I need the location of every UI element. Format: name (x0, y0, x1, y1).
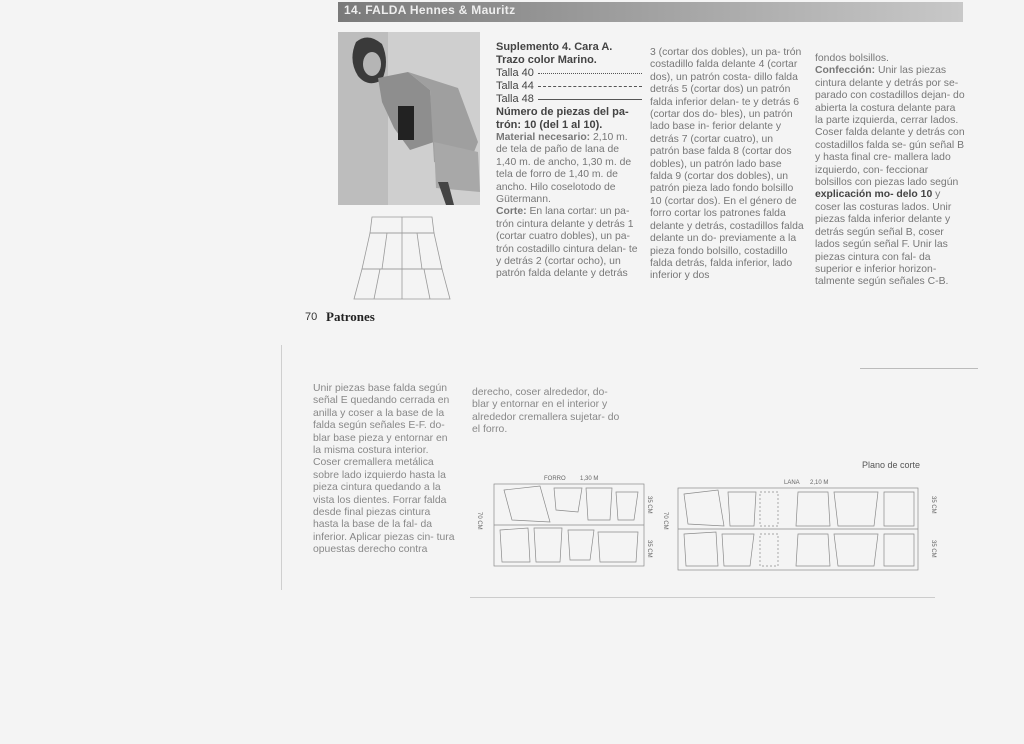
explicacion-modelo: explicación mo- delo 10 (815, 189, 933, 201)
trazo-line: Trazo color Marino. (496, 54, 597, 66)
cutting-plan-diagram (478, 470, 938, 578)
talla-44-row (496, 80, 642, 93)
talla-40-label: Talla 40 (496, 67, 534, 79)
forro-height: 70 CM (476, 512, 482, 530)
page-divider-upper (860, 368, 978, 369)
talla-48-line (538, 99, 642, 100)
lana-side-bottom: 35 CM (930, 540, 936, 558)
lower-column-2: derecho, coser alrededor, do- blar y entornar en el interior y alrededor cremallera sujetar- do el forro. (472, 387, 620, 436)
talla-40-line (538, 73, 642, 74)
instructions-column-2 (650, 47, 805, 283)
material-label: Material necesario: (496, 132, 591, 143)
corte-label: Corte: (496, 206, 527, 218)
confeccion-text-b: y coser las costuras lados. Unir piezas falda inferior delante y detrás según señal B, coser lados según señal F. Unir las piezas cintura con fal- da superior e inferior horizon- talmente según señales C-B. (815, 189, 952, 288)
talla-48-label: Talla 48 (496, 93, 534, 105)
cutting-plan-title: Plano de corte (862, 460, 921, 470)
lower-column-1: Unir piezas base falda según señal E quedando cerrada en anilla y coser a la base de la falda según señales E-F. do- blar base pieza y entornar en la misma costura interior. Coser cremallera metálica sobre lado izquierdo hasta la pieza cintura quedando a la vista los dientes. Forrar falda desde final piezas cintura hasta la base de la fal- da inferior. Aplicar piezas cin- tura opuestas derecho contra (313, 383, 455, 556)
brand-logo: Patrones (326, 309, 375, 324)
model-photo (338, 32, 480, 205)
page-number: 70 (305, 311, 318, 323)
page-divider-vertical (281, 345, 282, 590)
forro-label: FORRO (544, 476, 566, 482)
page-title: 14. FALDA Hennes & Mauritz (344, 3, 516, 17)
forro-width: 1,30 M (580, 476, 599, 482)
page-divider-horizontal (470, 597, 935, 598)
material-paragraph (496, 132, 642, 206)
lana-height: 70 CM (662, 512, 668, 530)
numero-piezas: Número de piezas del pa- trón: 10 (del 1 al 10). (496, 106, 629, 131)
talla-48-row (496, 93, 642, 106)
lana-side-top: 35 CM (930, 496, 936, 514)
confeccion-label: Confección: (815, 65, 876, 77)
corte-paragraph (496, 206, 642, 280)
forro-side-bottom: 35 CM (646, 540, 652, 558)
talla-44-label: Talla 44 (496, 80, 534, 92)
instructions-column-3 (815, 53, 965, 289)
column3-intro: fondos bolsillos. (815, 53, 889, 64)
skirt-technical-sketch (352, 213, 452, 303)
lana-width: 2,10 M (810, 480, 829, 486)
model-photo-drawing (338, 32, 480, 205)
confeccion-text-a: Unir las piezas cintura delante y detrás por se- parado con costadillos dejan- do abierta la costura delante para la parte izquierda, cerrar lados. Coser falda delante y detrás con costadillos falda se- gún señal B y hasta final cre- mallera lado izquierdo, con- feccionar bolsillos con piezas lado según (815, 65, 965, 189)
corte-text: En lana cortar: un pa- trón cintura delante y detrás 1 (cortar cuatro dobles), un pa- trón costadillo cintura delan- te y detrás 2 (cortar ocho), un patrón falda delante y detrás (496, 206, 638, 280)
lana-label: LANA (784, 480, 800, 486)
skirt-sketch-drawing (352, 213, 452, 303)
material-text: 2,10 m. de tela de paño de lana de 1,40 m. de ancho, 1,30 m. de tela de forro de 1,40 m. de ancho. Hilo coselotodo de Gütermann. (496, 132, 632, 206)
cutting-plan-shapes (494, 484, 918, 570)
suplemento-line: Suplemento 4. Cara A. (496, 41, 613, 53)
column2-text: 3 (cortar dos dobles), un pa- trón costadillo falda delante 4 (cortar dos), un patrón costa- dillo falda detrás 5 (cortar dos) un patrón falda inferior delan- te y detrás 6 (cortar dos do- bles), un patrón lado base in- ferior delante y detrás 7 (cortar cuatro), un patrón base falda 8 (cortar dos dobles), un patrón lado base falda 9 (cortar dos dobles), un patrón pieza lado fondo bolsillo 10 (cortar dos). En el género de forro cortar los patrones falda delante y detrás, costadillos falda delante un do- previamente a la pieza fondo bolsillo, costadillo falda detrás, falda inferior, lado inferior y dos (650, 47, 804, 282)
talla-40-row (496, 67, 642, 80)
instructions-column-1 (496, 41, 642, 281)
confeccion-paragraph (815, 65, 965, 288)
forro-side-top: 35 CM (646, 496, 652, 514)
talla-44-line (538, 86, 642, 87)
